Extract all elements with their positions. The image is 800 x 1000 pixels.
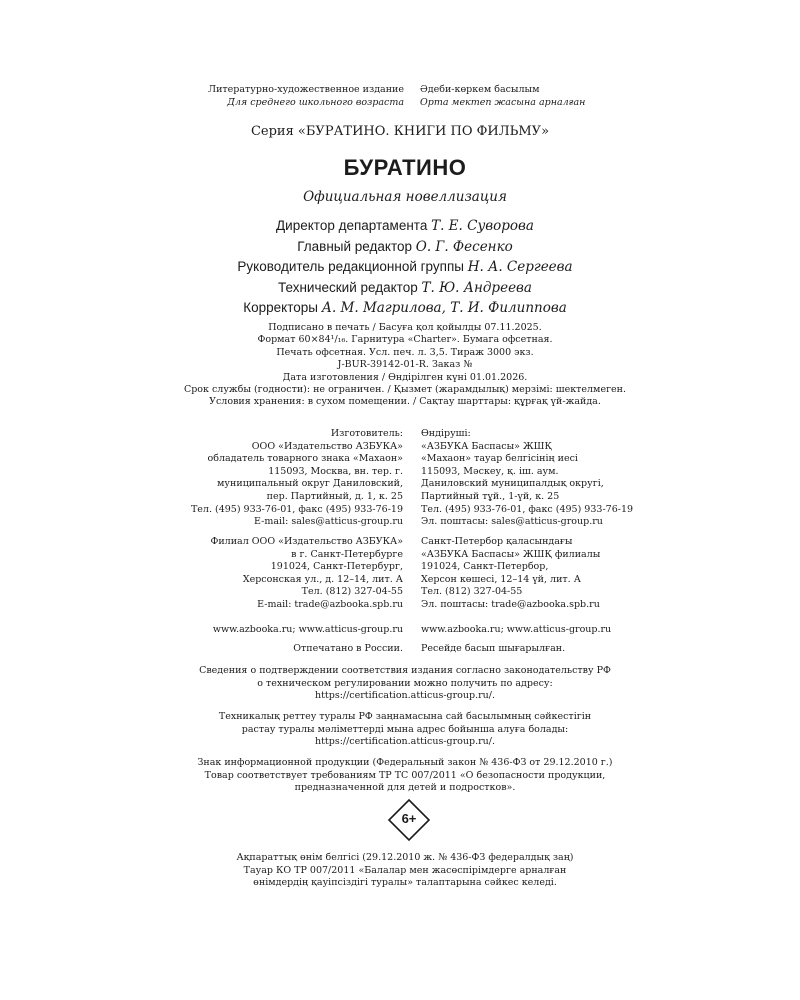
certification-url: https://certification.atticus-group.ru/. xyxy=(315,736,495,748)
branch-line: Тел. (812) 327-04-55 xyxy=(301,586,403,598)
age-rating-label: 6+ xyxy=(401,811,417,826)
branch-line: 191024, Санкт-Петербург, xyxy=(270,561,403,573)
manufacturer-line: Партийный тұй., 1-үй, к. 25 xyxy=(421,490,560,502)
manufacturer-line: Тел. (495) 933-76-01, факс (495) 933-76-19 xyxy=(421,503,634,515)
manufacturer-line: 115093, Мәскеу, қ. іш. аум. xyxy=(421,465,559,477)
top-labels-ru xyxy=(150,84,404,109)
credit-role: Корректоры xyxy=(243,300,318,315)
credit-name: А. М. Магрилова, Т. И. Филиппова xyxy=(321,300,567,316)
manufacturer-line: Өндіруші: xyxy=(421,428,471,439)
manufacturer-line: обладатель товарного знака «Махаон» xyxy=(207,453,403,465)
certification-ru xyxy=(150,665,660,703)
manufacturer-email: Эл. поштасы: sales@atticus-group.ru xyxy=(421,516,603,528)
credit-name: Н. А. Сергеева xyxy=(467,259,573,275)
credit-name: О. Г. Фесенко xyxy=(415,238,513,255)
series-line: Серия «БУРАТИНО. КНИГИ ПО ФИЛЬМУ» xyxy=(250,124,550,139)
age-label-ru: Для среднего школьного возраста xyxy=(227,96,404,108)
branch-line: в г. Санкт-Петербурге xyxy=(291,548,403,560)
manufacturer-kz xyxy=(421,428,681,529)
branch-email: E-mail: trade@azbooka.spb.ru xyxy=(257,598,403,610)
branch-line: Филиал ООО «Издательство АЗБУКА» xyxy=(210,536,403,547)
branch-email: Эл. поштасы: trade@azbooka.spb.ru xyxy=(421,598,600,610)
print-info xyxy=(150,322,660,409)
certification-line: о техническом регулировании можно получить по адресу: xyxy=(257,677,553,689)
info-sign-line: предназначенной для детей и подростков». xyxy=(294,782,516,794)
credit-group-head xyxy=(180,257,630,278)
branch-ru xyxy=(160,536,403,612)
branch-line: Херсон көшесі, 12–14 үй, лит. А xyxy=(421,573,581,585)
print-info-line: Подписано в печать / Басуға қол қойылды 07.11.2025. xyxy=(268,322,542,333)
info-sign-kz xyxy=(150,852,660,890)
credit-proofreaders xyxy=(180,298,630,319)
credit-name: Т. Е. Суворова xyxy=(431,218,534,234)
certification-line: растау туралы мәліметтерді мына адрес бойынша алуға болады: xyxy=(241,723,569,735)
manufacturer-line: Тел. (495) 933-76-01, факс (495) 933-76-19 xyxy=(190,503,403,515)
age-label-kz: Орта мектеп жасына арналған xyxy=(420,96,586,108)
branch-line: Санкт-Петербор қаласындағы xyxy=(421,536,573,547)
manufacturer-line: Изготовитель: xyxy=(330,428,403,439)
credit-tech-editor xyxy=(180,278,630,299)
credit-director xyxy=(180,216,630,237)
genre-label-ru: Литературно-художественное издание xyxy=(208,84,404,95)
book-title: БУРАТИНО xyxy=(343,155,467,180)
print-info-line: Условия хранения: в сухом помещении. / Сақтау шарттары: құрғақ үй-жайда. xyxy=(209,396,601,408)
manufacturer-line: Даниловский муниципалдық округі, xyxy=(421,478,604,490)
info-sign-line: өнімдердің қауіпсіздігі туралы» талаптарына сәйкес келеді. xyxy=(253,877,557,889)
genre-label-kz: Әдеби-көркем басылым xyxy=(420,84,540,95)
websites-ru: www.azbooka.ru; www.atticus-group.ru xyxy=(212,624,403,635)
print-info-line: Формат 60×84¹/₁₆. Гарнитура «Charter». Бумага офсетная. xyxy=(257,334,553,346)
manufacturer-line: муниципальный округ Даниловский, xyxy=(217,478,403,490)
manufacturer-email: E-mail: sales@atticus-group.ru xyxy=(254,516,403,528)
credit-role: Директор департамента xyxy=(276,218,428,233)
info-sign-line: Тауар КО ТР 007/2011 «Балалар мен жасөспірімдерге арналған xyxy=(243,864,567,876)
info-sign-line: Ақпараттық өнім белгісі (29.12.2010 ж. № 436-ФЗ федералдық заң) xyxy=(236,852,574,863)
branch-line: «АЗБУКА Баспасы» ЖШҚ филиалы xyxy=(421,548,601,560)
info-sign-ru xyxy=(150,757,660,795)
certification-kz xyxy=(150,711,660,749)
print-info-line: J-BUR-39142-01-R. Заказ № xyxy=(337,359,473,371)
print-info-line: Дата изготовления / Өндірілген күні 01.01.2026. xyxy=(282,371,528,383)
manufacturer-line: 115093, Москва, вн. тер. г. xyxy=(268,465,403,477)
websites-kz: www.azbooka.ru; www.atticus-group.ru xyxy=(421,624,612,635)
age-rating-badge xyxy=(387,798,431,842)
print-info-line: Печать офсетная. Усл. печ. л. 3,5. Тираж 3000 экз. xyxy=(276,346,534,358)
branch-line: Херсонская ул., д. 12–14, лит. А xyxy=(242,573,403,585)
print-info-line: Срок службы (годности): не ограничен. / Қызмет (жарамдылық) мерзімі: шектелмеген. xyxy=(183,384,627,396)
manufacturer-line: пер. Партийный, д. 1, к. 25 xyxy=(266,490,403,502)
info-sign-line: Товар соответствует требованиям ТР ТС 007/2011 «О безопасности продукции, xyxy=(204,769,606,781)
credit-role: Технический редактор xyxy=(278,279,418,295)
info-sign-line: Знак информационной продукции (Федеральный закон № 436-ФЗ от 29.12.2010 г.) xyxy=(197,757,613,768)
manufacturer-ru xyxy=(160,428,403,529)
credit-name: Т. Ю. Андреева xyxy=(421,279,532,296)
branch-line: Тел. (812) 327-04-55 xyxy=(421,586,523,598)
credit-role: Руководитель редакционной группы xyxy=(237,259,464,274)
branch-kz xyxy=(421,536,681,612)
manufacturer-line: «АЗБУКА Баспасы» ЖШҚ xyxy=(421,440,552,452)
manufacturer-line: «Махаон» тауар белгісінің иесі xyxy=(421,453,578,465)
credit-chief-editor xyxy=(180,237,630,258)
credits xyxy=(180,216,630,319)
manufacturer-line: ООО «Издательство АЗБУКА» xyxy=(251,440,403,452)
certification-url: https://certification.atticus-group.ru/. xyxy=(315,690,495,702)
branch-line: 191024, Санкт-Петербор, xyxy=(421,561,549,573)
credit-role: Главный редактор xyxy=(297,238,412,254)
printed-in-ru: Отпечатано в России. xyxy=(293,643,403,654)
book-subtitle: Официальная новеллизация xyxy=(303,189,507,205)
top-labels-kz xyxy=(420,84,680,109)
printed-in-kz: Ресейде басып шығарылған. xyxy=(421,643,566,654)
certification-line: Сведения о подтверждении соответствия издания согласно законодательству РФ xyxy=(199,665,611,676)
certification-line: Техникалық реттеу туралы РФ заңнамасына сай басылымның сәйкестігін xyxy=(218,711,592,722)
